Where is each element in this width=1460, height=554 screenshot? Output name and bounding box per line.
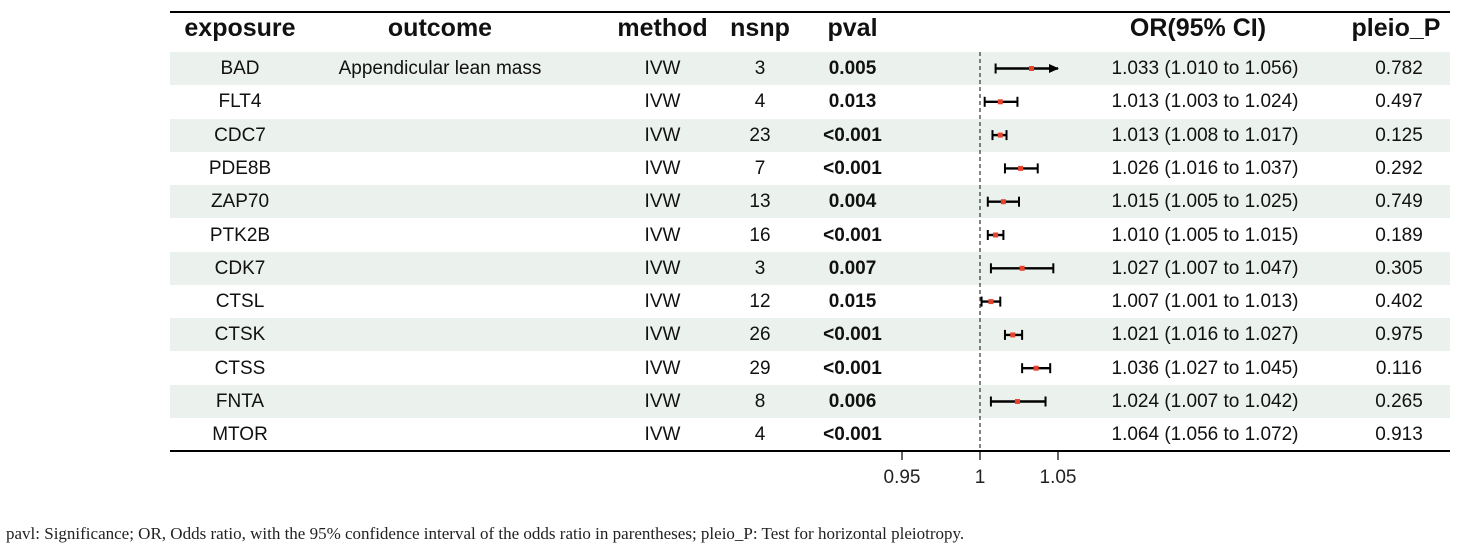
cell-pval: 0.007 (828, 257, 877, 279)
x-tick-label: 1 (974, 467, 986, 488)
cell-pval: 0.005 (828, 58, 877, 79)
cell-pleio: 0.125 (1375, 124, 1423, 146)
cell-pleio: 0.189 (1375, 224, 1423, 246)
cell-exposure: ZAP70 (210, 191, 270, 213)
cell-pval: 0.015 (828, 291, 877, 313)
cell-outcome: Appendicular lean mass (338, 58, 542, 79)
cell-pval: <0.001 (823, 124, 882, 146)
cell-pval: 0.013 (828, 91, 877, 113)
cell-pval: 0.004 (828, 191, 877, 213)
ci-arrow (1049, 64, 1059, 73)
cell-nsnp: 16 (749, 224, 771, 246)
cell-or-ci: 1.010 (1.005 to 1.015) (1111, 224, 1299, 246)
cell-exposure: CTSL (215, 291, 265, 313)
point-estimate (1029, 66, 1034, 71)
point-estimate (1020, 266, 1025, 271)
cell-method: IVW (644, 58, 681, 79)
cell-exposure: FNTA (215, 391, 265, 412)
point-estimate (998, 133, 1003, 138)
cell-method: IVW (644, 424, 681, 446)
cell-method: IVW (644, 157, 681, 179)
cell-nsnp: 7 (754, 157, 766, 179)
header-nsnp: nsnp (730, 14, 790, 42)
cell-pleio: 0.305 (1375, 257, 1423, 279)
cell-nsnp: 29 (749, 357, 771, 379)
cell-pleio: 0.975 (1375, 324, 1423, 346)
cell-exposure: CDK7 (214, 257, 266, 279)
cell-method: IVW (644, 291, 681, 313)
point-estimate (998, 99, 1003, 104)
cell-pleio: 0.402 (1375, 291, 1423, 313)
cell-method: IVW (644, 91, 681, 113)
cell-or-ci: 1.064 (1.056 to 1.072) (1111, 424, 1299, 446)
cell-exposure: MTOR (212, 424, 268, 446)
cell-method: IVW (644, 391, 681, 412)
x-tick-label: 1.05 (1039, 467, 1077, 488)
cell-exposure: PDE8B (208, 157, 272, 179)
point-estimate (1018, 166, 1023, 171)
cell-nsnp: 3 (754, 257, 766, 279)
header-exposure: exposure (184, 14, 296, 42)
footnote: pavl: Significance; OR, Odds ratio, with the 95% confidence interval of the odds ratio in parentheses; pleio_P: Test for horizontal pleiotropy. (6, 524, 965, 543)
header-pval: pval (827, 14, 878, 42)
cell-pleio: 0.265 (1375, 391, 1423, 412)
cell-or-ci: 1.015 (1.005 to 1.025) (1111, 191, 1299, 213)
cell-method: IVW (644, 357, 681, 379)
cell-pval: <0.001 (823, 357, 882, 379)
header-outcome: outcome (387, 14, 493, 42)
cell-nsnp: 13 (749, 191, 771, 213)
cell-pval: <0.001 (823, 424, 882, 446)
cell-method: IVW (644, 124, 681, 146)
cell-pval: 0.006 (828, 391, 877, 412)
cell-nsnp: 26 (749, 324, 771, 346)
point-estimate (1015, 399, 1020, 404)
cell-pval: <0.001 (823, 157, 882, 179)
cell-nsnp: 3 (754, 58, 766, 79)
cell-exposure: CTSS (214, 357, 266, 379)
cell-or-ci: 1.013 (1.003 to 1.024) (1111, 91, 1299, 113)
cell-pleio: 0.116 (1375, 357, 1423, 379)
cell-method: IVW (644, 324, 681, 346)
cell-nsnp: 8 (754, 391, 766, 412)
header-or-ci: OR(95% CI) (1129, 14, 1267, 42)
point-estimate (1010, 332, 1015, 337)
cell-method: IVW (644, 257, 681, 279)
cell-or-ci: 1.013 (1.008 to 1.017) (1111, 124, 1299, 146)
cell-or-ci: 1.007 (1.001 to 1.013) (1111, 291, 1299, 313)
point-estimate (993, 233, 998, 238)
cell-method: IVW (644, 224, 681, 246)
x-tick-label: 0.95 (883, 467, 921, 488)
point-estimate (988, 299, 993, 304)
cell-or-ci: 1.026 (1.016 to 1.037) (1111, 157, 1299, 179)
cell-pleio: 0.913 (1375, 424, 1423, 446)
cell-or-ci: 1.024 (1.007 to 1.042) (1111, 391, 1299, 412)
point-estimate (1001, 199, 1006, 204)
cell-nsnp: 23 (749, 124, 771, 146)
cell-or-ci: 1.027 (1.007 to 1.047) (1111, 257, 1299, 279)
cell-exposure: CDC7 (214, 124, 266, 146)
cell-or-ci: 1.033 (1.010 to 1.056) (1111, 58, 1299, 79)
cell-or-ci: 1.036 (1.027 to 1.045) (1111, 357, 1299, 379)
cell-exposure: PTK2B (209, 224, 271, 246)
cell-pleio: 0.292 (1375, 157, 1423, 179)
cell-pleio: 0.497 (1375, 91, 1423, 113)
cell-nsnp: 12 (749, 291, 771, 313)
cell-nsnp: 4 (754, 91, 766, 113)
cell-pval: <0.001 (823, 224, 882, 246)
cell-or-ci: 1.021 (1.016 to 1.027) (1111, 324, 1299, 346)
cell-pleio: 0.749 (1375, 191, 1423, 213)
cell-pleio: 0.782 (1375, 58, 1423, 79)
cell-nsnp: 4 (754, 424, 766, 446)
point-estimate (1034, 366, 1039, 371)
cell-pval: <0.001 (823, 324, 882, 346)
header-method: method (617, 14, 708, 42)
cell-exposure: BAD (220, 58, 260, 79)
cell-exposure: CTSK (214, 324, 266, 346)
header-pleio: pleio_P (1351, 14, 1441, 42)
cell-exposure: FLT4 (218, 91, 262, 113)
cell-method: IVW (644, 191, 681, 213)
